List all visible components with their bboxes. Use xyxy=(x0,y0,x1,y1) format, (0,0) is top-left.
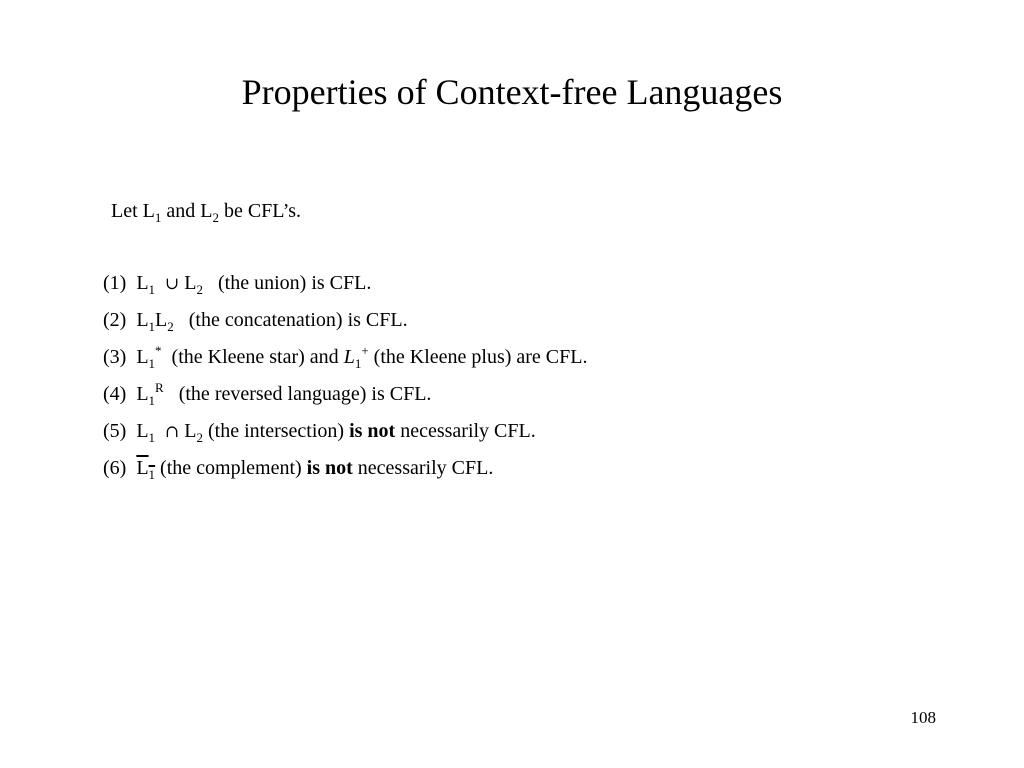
item-number: (5) xyxy=(103,420,127,442)
language-symbol: L xyxy=(136,272,149,294)
item-text: (the Kleene plus) are CFL. xyxy=(373,346,588,368)
complement-symbol xyxy=(136,457,156,482)
item-text: (the concatenation) is CFL. xyxy=(188,309,408,331)
language-symbol: L xyxy=(343,346,355,368)
list-item xyxy=(103,271,371,296)
language-symbol: L xyxy=(136,346,149,368)
intro-line xyxy=(111,199,301,223)
subscript: 1 xyxy=(148,282,156,297)
intro-text: Let L xyxy=(111,200,155,222)
intro-text: and L xyxy=(161,200,213,222)
subscript: 1 xyxy=(148,319,156,334)
item-text: (the reversed language) is CFL. xyxy=(178,383,432,405)
subscript: 2 xyxy=(196,282,204,297)
kleene-plus-superscript: + xyxy=(361,343,369,358)
subscript: 1 xyxy=(354,356,362,371)
subscript: 1 xyxy=(148,467,156,482)
item-text: (the Kleene star) and xyxy=(171,346,339,368)
subscript: 1 xyxy=(148,430,156,445)
list-item xyxy=(103,308,408,332)
subscript: 2 xyxy=(167,319,174,334)
language-symbol: L xyxy=(184,272,197,294)
item-text: necessarily CFL. xyxy=(357,457,494,479)
item-text: (the complement) xyxy=(160,457,302,479)
language-symbol: L xyxy=(136,383,149,405)
item-number: (6) xyxy=(103,457,127,479)
item-number: (4) xyxy=(103,383,127,405)
intersection-symbol: ∩ xyxy=(165,422,180,442)
item-text: necessarily CFL. xyxy=(400,420,536,442)
emphasis-text: is not xyxy=(306,457,353,479)
reverse-superscript: R xyxy=(155,380,164,395)
language-symbol: L xyxy=(184,420,197,442)
subscript: 1 xyxy=(148,356,156,371)
emphasis-text: is not xyxy=(349,420,396,442)
subscript: 2 xyxy=(196,430,204,445)
intro-subscript: 2 xyxy=(212,210,219,225)
list-item xyxy=(103,419,536,444)
list-item xyxy=(103,382,431,406)
intro-text: be CFL’s. xyxy=(218,200,302,222)
intro-subscript: 1 xyxy=(154,210,162,225)
item-number: (2) xyxy=(103,309,127,331)
kleene-star-superscript: * xyxy=(155,343,162,358)
language-symbol: L xyxy=(136,457,149,479)
item-number: (1) xyxy=(103,272,127,294)
slide-title: Properties of Context-free Languages xyxy=(241,72,783,112)
item-text: (the intersection) xyxy=(208,420,345,442)
language-symbol: L xyxy=(155,309,168,331)
language-symbol: L xyxy=(136,309,149,331)
language-symbol: L xyxy=(136,420,149,442)
union-symbol: ∪ xyxy=(165,274,180,294)
page-number: 108 xyxy=(910,708,936,727)
list-item xyxy=(103,345,587,369)
item-text: (the union) is CFL. xyxy=(218,272,372,294)
list-item xyxy=(103,456,493,480)
subscript: 1 xyxy=(148,393,156,408)
item-number: (3) xyxy=(103,346,127,368)
